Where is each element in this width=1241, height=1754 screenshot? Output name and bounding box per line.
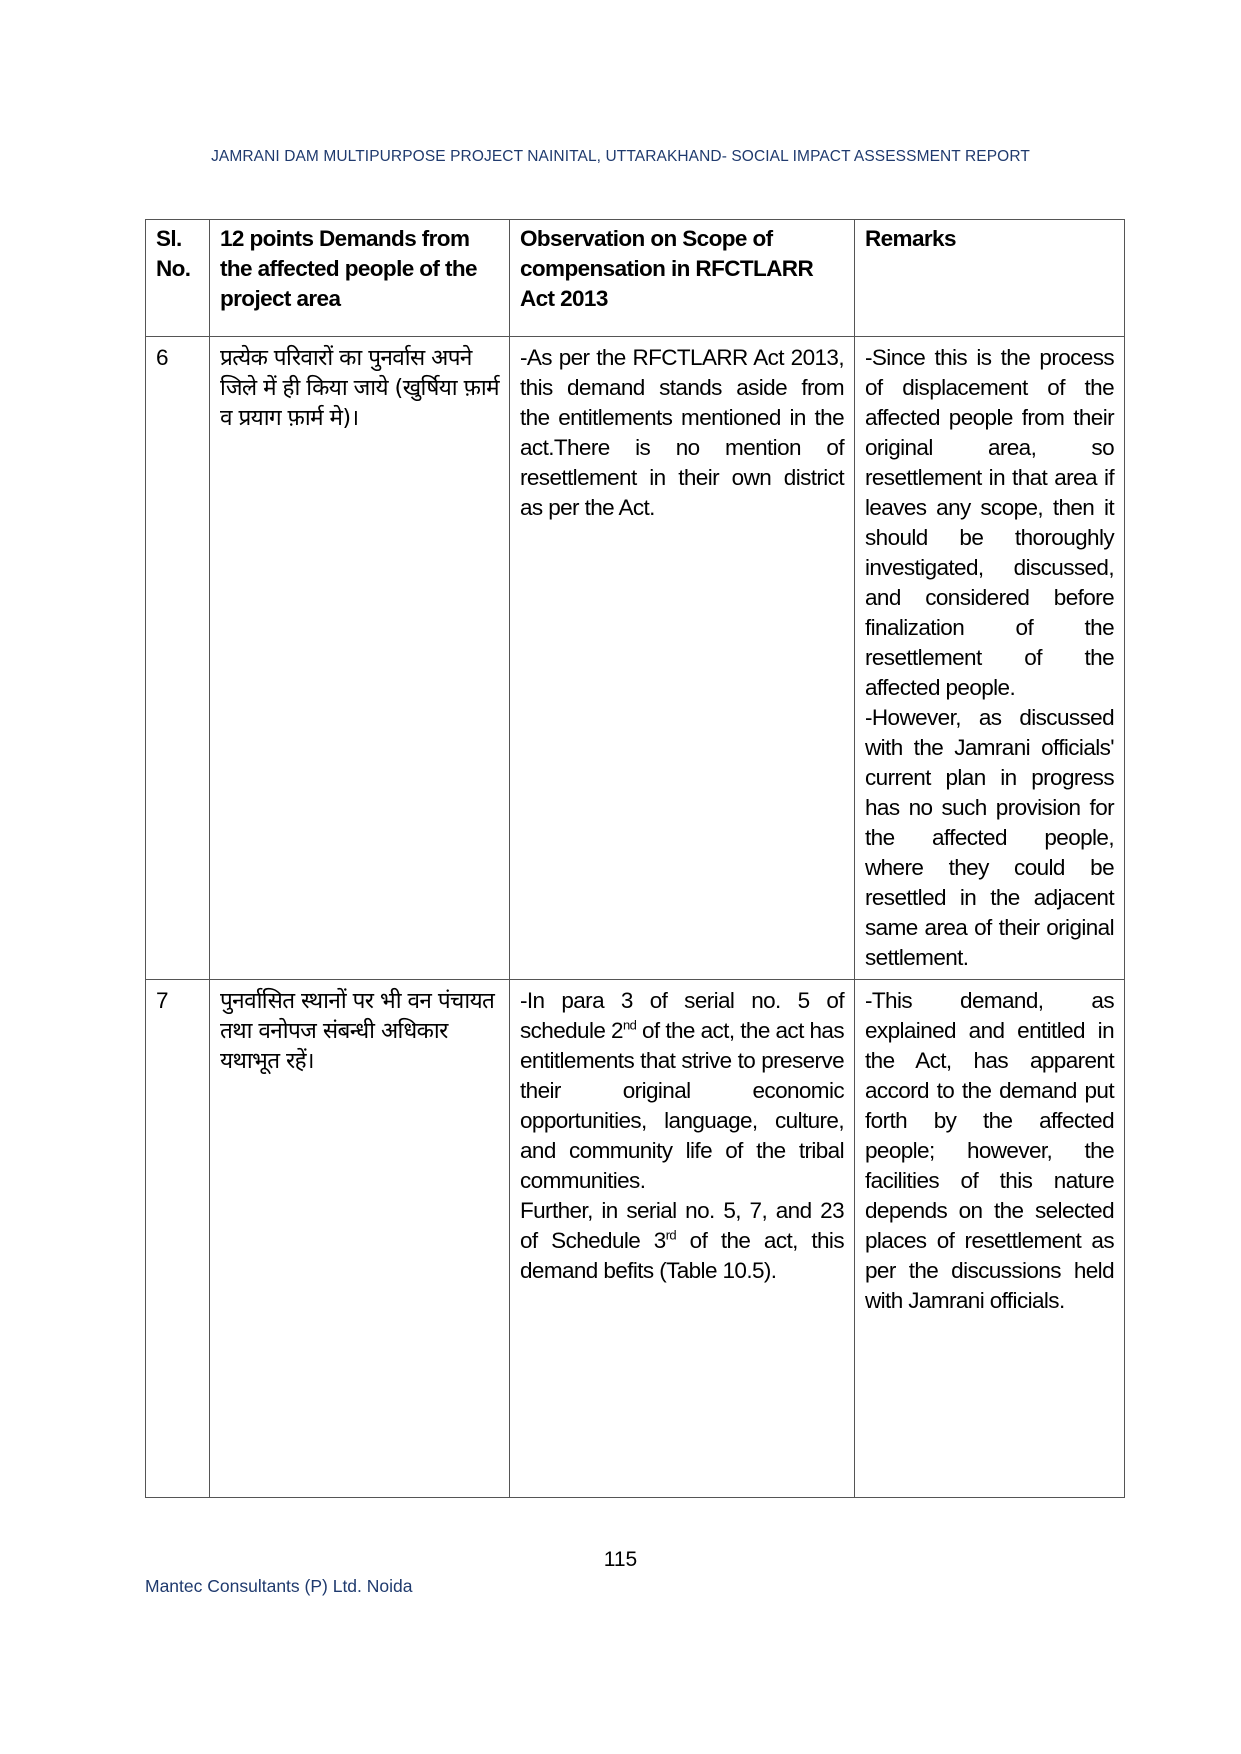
ordinal-suffix: nd: [622, 1017, 637, 1033]
observation-paragraph: [520, 1196, 844, 1286]
row-observation: -As per the RFCTLARR Act 2013, this demand stands aside from the entitlements mentioned in the act.There is no mention of resettlement in their own district as per the Act.: [510, 337, 855, 980]
remarks-paragraph: -Since this is the process of displacement of the affected people from their original area, so resettlement in that area if leaves any scope, then it should be thoroughly investigated, discussed, and considered before finalization of the resettlement of the affected people.: [865, 345, 1114, 700]
table-row: [146, 980, 1125, 1498]
header-sl-no: Sl. No.: [146, 220, 210, 337]
row-observation: [510, 980, 855, 1498]
observation-text: Further, in serial no. 5, 7, and 23 of Schedule 3: [520, 1198, 844, 1253]
demands-table: [145, 219, 1125, 1498]
row-remarks: -This demand, as explained and entitled in the Act, has apparent accord to the demand put forth by the affected people; however, the facilities of this nature depends on the selected places of resettlement as per the discussions held with Jamrani officials.: [855, 980, 1125, 1498]
ordinal-suffix: rd: [665, 1227, 677, 1243]
observation-text: -In para 3 of serial no. 5 of schedule 2: [520, 988, 844, 1043]
remarks-paragraph: -However, as discussed with the Jamrani officials' current plan in progress has no such provision for the affected people, where they could be resettled in the adjacent same area of their original settlement.: [865, 705, 1114, 970]
page-number: 115: [603, 1548, 638, 1571]
header-demands: 12 points Demands from the affected people of the project area: [210, 220, 510, 337]
observation-paragraph: [520, 986, 844, 1196]
report-header: JAMRANI DAM MULTIPURPOSE PROJECT NAINITAL, UTTARAKHAND- SOCIAL IMPACT ASSESSMENT REPORT: [211, 148, 1030, 165]
observation-text: of the act, the act has entitlements that strive to preserve their original economic opportunities, language, culture, and community life of the tribal communities.: [520, 1018, 844, 1193]
row-demand: पुनर्वासित स्थानों पर भी वन पंचायत तथा वनोपज संबन्धी अधिकार यथाभूत रहें।: [210, 980, 510, 1498]
row-sl-no: 7: [146, 980, 210, 1498]
header-observation: Observation on Scope of compensation in RFCTLARR Act 2013: [510, 220, 855, 337]
row-sl-no: 6: [146, 337, 210, 980]
row-remarks: [855, 337, 1125, 980]
row-demand: प्रत्येक परिवारों का पुनर्वास अपने जिले में ही किया जाये (खुर्षिया फ़ार्म व प्रयाग फ़ार्म मे)।: [210, 337, 510, 980]
table-row: [146, 337, 1125, 980]
header-remarks: Remarks: [855, 220, 1125, 337]
observation-text: of the act, this demand befits (Table 10.5).: [520, 1228, 844, 1283]
footer-company: Mantec Consultants (P) Ltd. Noida: [145, 1576, 413, 1596]
table-header-row: [146, 220, 1125, 337]
